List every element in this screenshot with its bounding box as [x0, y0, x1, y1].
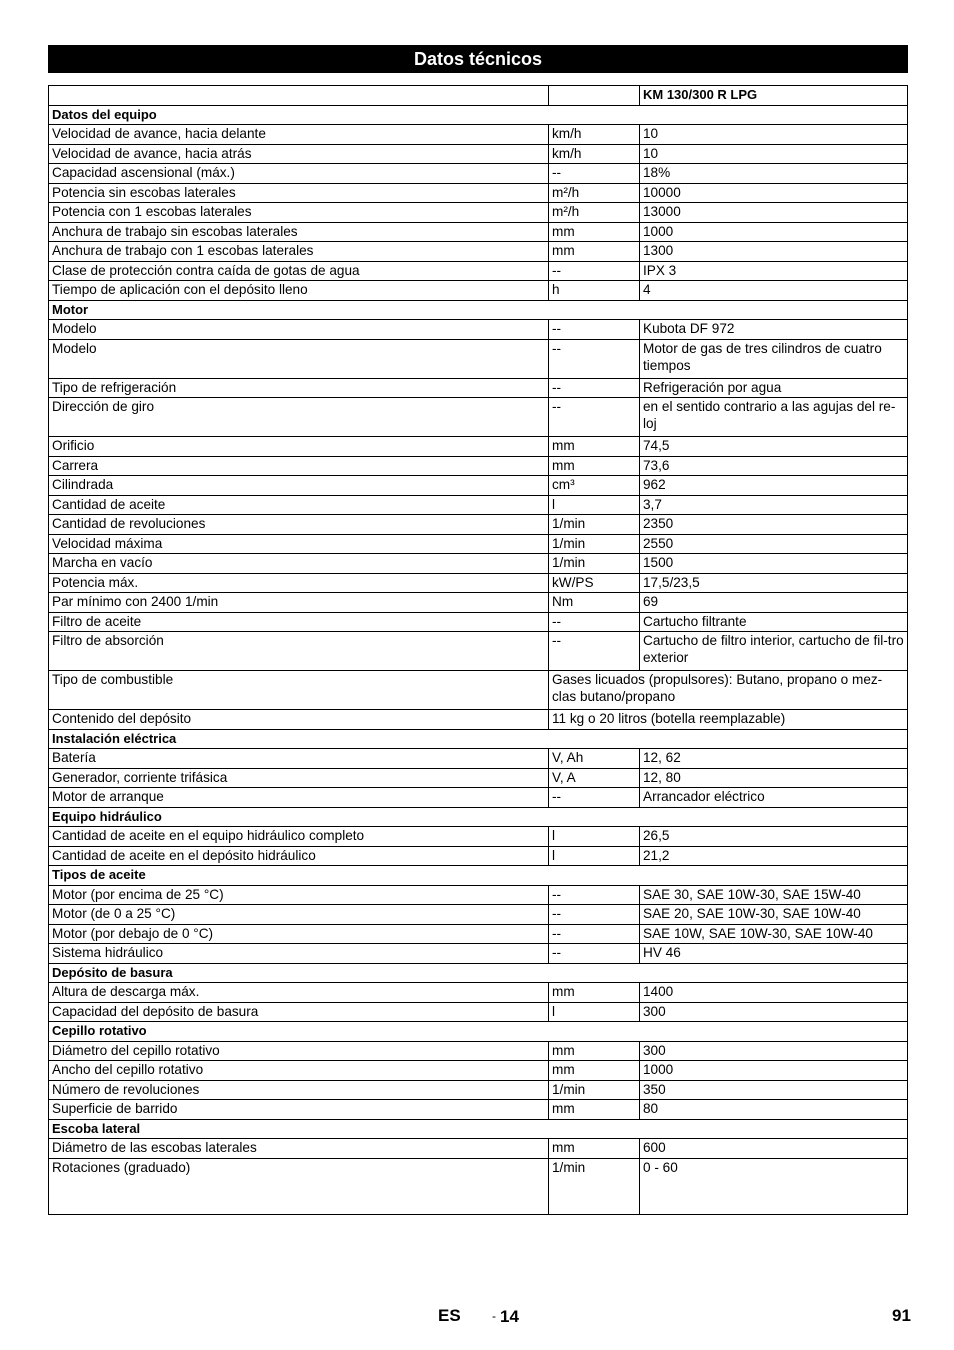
unit-cell: mm [549, 983, 640, 1003]
parameter-cell: Cantidad de revoluciones [49, 515, 549, 535]
parameter-cell: Diámetro del cepillo rotativo [49, 1041, 549, 1061]
parameter-cell: Filtro de aceite [49, 612, 549, 632]
value-cell: 2350 [640, 515, 908, 535]
parameter-cell: Diámetro de las escobas laterales [49, 1139, 549, 1159]
parameter-cell: Tipo de refrigeración [49, 378, 549, 398]
unit-cell: mm [549, 242, 640, 262]
parameter-cell: Cilindrada [49, 476, 549, 496]
value-cell: 13000 [640, 203, 908, 223]
table-row [49, 183, 908, 203]
parameter-cell: Potencia sin escobas laterales [49, 183, 549, 203]
table-row [49, 924, 908, 944]
section-title: Equipo hidráulico [49, 807, 908, 827]
unit-cell: 1/min [549, 554, 640, 574]
value-cell: SAE 30, SAE 10W-30, SAE 15W-40 [640, 885, 908, 905]
unit-cell: -- [549, 612, 640, 632]
value-cell: 10 [640, 144, 908, 164]
section-title: Depósito de basura [49, 963, 908, 983]
table-row [49, 125, 908, 145]
value-cell: Cartucho de filtro interior, cartucho de fil-tro exterior [640, 632, 908, 671]
value-cell: 18% [640, 164, 908, 184]
value-cell: 12, 62 [640, 749, 908, 769]
table-row [49, 1100, 908, 1120]
table-row [49, 222, 908, 242]
section-header-row [49, 105, 908, 125]
header-empty-cell [549, 86, 640, 106]
technical-data-table [48, 85, 908, 1215]
table-row [49, 534, 908, 554]
unit-cell: kW/PS [549, 573, 640, 593]
unit-cell: V, A [549, 768, 640, 788]
footer-manual-page: 91 [892, 1306, 911, 1325]
table-row [49, 339, 908, 378]
value-cell: 1500 [640, 554, 908, 574]
parameter-cell: Carrera [49, 456, 549, 476]
unit-cell: -- [549, 339, 640, 378]
unit-cell: 1/min [549, 515, 640, 535]
parameter-cell: Superficie de barrido [49, 1100, 549, 1120]
value-cell: IPX 3 [640, 261, 908, 281]
footer-page-number: 14 [500, 1307, 519, 1326]
parameter-cell: Anchura de trabajo sin escobas laterales [49, 222, 549, 242]
table-row [49, 1061, 908, 1081]
table-row [49, 749, 908, 769]
unit-cell: l [549, 846, 640, 866]
unit-cell: mm [549, 1041, 640, 1061]
table-row [49, 242, 908, 262]
table-row [49, 612, 908, 632]
table-row [49, 456, 908, 476]
parameter-cell: Capacidad ascensional (máx.) [49, 164, 549, 184]
value-cell: 12, 80 [640, 768, 908, 788]
unit-cell: -- [549, 885, 640, 905]
value-cell: 80 [640, 1100, 908, 1120]
unit-cell: Nm [549, 593, 640, 613]
value-cell: Gases licuados (propulsores): Butano, propano o mez-clas butano/propano [549, 671, 908, 710]
section-title: Motor [49, 300, 908, 320]
parameter-cell: Motor (de 0 a 25 °C) [49, 905, 549, 925]
value-cell: 1000 [640, 222, 908, 242]
value-cell: 300 [640, 1041, 908, 1061]
table-row [49, 203, 908, 223]
table-row [49, 1041, 908, 1061]
parameter-cell: Modelo [49, 320, 549, 340]
table-row [49, 885, 908, 905]
unit-cell: -- [549, 632, 640, 671]
parameter-cell: Tipo de combustible [49, 671, 549, 710]
value-cell: 1000 [640, 1061, 908, 1081]
section-header-row [49, 1119, 908, 1139]
table-row [49, 593, 908, 613]
table-row [49, 710, 908, 730]
parameter-cell: Velocidad de avance, hacia delante [49, 125, 549, 145]
table-row [49, 378, 908, 398]
unit-cell: m²/h [549, 203, 640, 223]
unit-cell: mm [549, 1100, 640, 1120]
value-cell: SAE 20, SAE 10W-30, SAE 10W-40 [640, 905, 908, 925]
value-cell: 73,6 [640, 456, 908, 476]
value-cell: 0 - 60 [640, 1158, 908, 1214]
section-title: Cepillo rotativo [49, 1022, 908, 1042]
parameter-cell: Capacidad del depósito de basura [49, 1002, 549, 1022]
unit-cell: mm [549, 222, 640, 242]
parameter-cell: Tiempo de aplicación con el depósito lleno [49, 281, 549, 301]
table-row [49, 573, 908, 593]
value-cell: 74,5 [640, 437, 908, 457]
model-header: KM 130/300 R LPG [640, 86, 908, 106]
header-empty-cell [49, 86, 549, 106]
table-row [49, 671, 908, 710]
section-title: Escoba lateral [49, 1119, 908, 1139]
table-row [49, 515, 908, 535]
value-cell: 1400 [640, 983, 908, 1003]
section-header-row [49, 807, 908, 827]
unit-cell: mm [549, 437, 640, 457]
parameter-cell: Anchura de trabajo con 1 escobas laterales [49, 242, 549, 262]
unit-cell: l [549, 1002, 640, 1022]
table-row [49, 944, 908, 964]
table-row [49, 846, 908, 866]
parameter-cell: Cantidad de aceite [49, 495, 549, 515]
table-row [49, 1158, 908, 1214]
unit-cell: m²/h [549, 183, 640, 203]
parameter-cell: Par mínimo con 2400 1/min [49, 593, 549, 613]
section-header-row [49, 729, 908, 749]
parameter-cell: Velocidad de avance, hacia atrás [49, 144, 549, 164]
section-header-row [49, 866, 908, 886]
unit-cell: km/h [549, 144, 640, 164]
unit-cell: -- [549, 905, 640, 925]
footer-language: ES [438, 1306, 461, 1325]
value-cell: HV 46 [640, 944, 908, 964]
unit-cell: -- [549, 398, 640, 437]
parameter-cell: Potencia con 1 escobas laterales [49, 203, 549, 223]
parameter-cell: Potencia máx. [49, 573, 549, 593]
table-row [49, 320, 908, 340]
section-title: Datos del equipo [49, 105, 908, 125]
parameter-cell: Ancho del cepillo rotativo [49, 1061, 549, 1081]
parameter-cell: Dirección de giro [49, 398, 549, 437]
table-row [49, 554, 908, 574]
parameter-cell: Clase de protección contra caída de gotas de agua [49, 261, 549, 281]
unit-cell: -- [549, 261, 640, 281]
parameter-cell: Generador, corriente trifásica [49, 768, 549, 788]
value-cell: 3,7 [640, 495, 908, 515]
value-cell: 69 [640, 593, 908, 613]
section-title: Instalación eléctrica [49, 729, 908, 749]
value-cell: 17,5/23,5 [640, 573, 908, 593]
table-row [49, 788, 908, 808]
value-cell: en el sentido contrario a las agujas del re-loj [640, 398, 908, 437]
unit-cell: 1/min [549, 1080, 640, 1100]
section-header-row [49, 300, 908, 320]
footer-page [492, 1307, 519, 1327]
table-row [49, 476, 908, 496]
table-row [49, 261, 908, 281]
unit-cell: -- [549, 788, 640, 808]
unit-cell: -- [549, 320, 640, 340]
unit-cell: V, Ah [549, 749, 640, 769]
value-cell: 4 [640, 281, 908, 301]
value-cell: Arrancador eléctrico [640, 788, 908, 808]
footer-dash: - [492, 1309, 496, 1323]
table-row [49, 1002, 908, 1022]
table-row [49, 768, 908, 788]
section-header-row [49, 963, 908, 983]
parameter-cell: Número de revoluciones [49, 1080, 549, 1100]
table-row [49, 1139, 908, 1159]
parameter-cell: Rotaciones (graduado) [49, 1158, 549, 1214]
value-cell: 600 [640, 1139, 908, 1159]
parameter-cell: Marcha en vacío [49, 554, 549, 574]
parameter-cell: Motor de arranque [49, 788, 549, 808]
value-cell: 962 [640, 476, 908, 496]
value-cell: 10000 [640, 183, 908, 203]
unit-cell: -- [549, 378, 640, 398]
table-row [49, 398, 908, 437]
value-cell: 1300 [640, 242, 908, 262]
table-row [49, 983, 908, 1003]
section-header-row [49, 1022, 908, 1042]
parameter-cell: Modelo [49, 339, 549, 378]
unit-cell: h [549, 281, 640, 301]
parameter-cell: Sistema hidráulico [49, 944, 549, 964]
parameter-cell: Altura de descarga máx. [49, 983, 549, 1003]
parameter-cell: Cantidad de aceite en el depósito hidráulico [49, 846, 549, 866]
table-row [49, 827, 908, 847]
parameter-cell: Motor (por encima de 25 °C) [49, 885, 549, 905]
table-header-row [49, 86, 908, 106]
unit-cell: km/h [549, 125, 640, 145]
parameter-cell: Motor (por debajo de 0 °C) [49, 924, 549, 944]
parameter-cell: Filtro de absorción [49, 632, 549, 671]
value-cell: Refrigeración por agua [640, 378, 908, 398]
unit-cell: 1/min [549, 1158, 640, 1214]
table-row [49, 495, 908, 515]
unit-cell: 1/min [549, 534, 640, 554]
value-cell: Motor de gas de tres cilindros de cuatro tiempos [640, 339, 908, 378]
value-cell: Kubota DF 972 [640, 320, 908, 340]
value-cell: 21,2 [640, 846, 908, 866]
parameter-cell: Cantidad de aceite en el equipo hidráulico completo [49, 827, 549, 847]
unit-cell: l [549, 495, 640, 515]
value-cell: SAE 10W, SAE 10W-30, SAE 10W-40 [640, 924, 908, 944]
unit-cell: -- [549, 924, 640, 944]
unit-cell: -- [549, 164, 640, 184]
value-cell: 10 [640, 125, 908, 145]
table-row [49, 164, 908, 184]
unit-cell: l [549, 827, 640, 847]
unit-cell: mm [549, 456, 640, 476]
value-cell: 300 [640, 1002, 908, 1022]
table-row [49, 632, 908, 671]
table-row [49, 1080, 908, 1100]
parameter-cell: Batería [49, 749, 549, 769]
unit-cell: cm³ [549, 476, 640, 496]
unit-cell: mm [549, 1061, 640, 1081]
value-cell: 350 [640, 1080, 908, 1100]
section-title: Tipos de aceite [49, 866, 908, 886]
table-row [49, 144, 908, 164]
value-cell: 2550 [640, 534, 908, 554]
value-cell: 11 kg o 20 litros (botella reemplazable) [549, 710, 908, 730]
value-cell: 26,5 [640, 827, 908, 847]
unit-cell: mm [549, 1139, 640, 1159]
parameter-cell: Velocidad máxima [49, 534, 549, 554]
table-row [49, 437, 908, 457]
table-row [49, 281, 908, 301]
unit-cell: -- [549, 944, 640, 964]
table-row [49, 905, 908, 925]
page-title: Datos técnicos [48, 45, 908, 73]
parameter-cell: Contenido del depósito [49, 710, 549, 730]
parameter-cell: Orificio [49, 437, 549, 457]
value-cell: Cartucho filtrante [640, 612, 908, 632]
